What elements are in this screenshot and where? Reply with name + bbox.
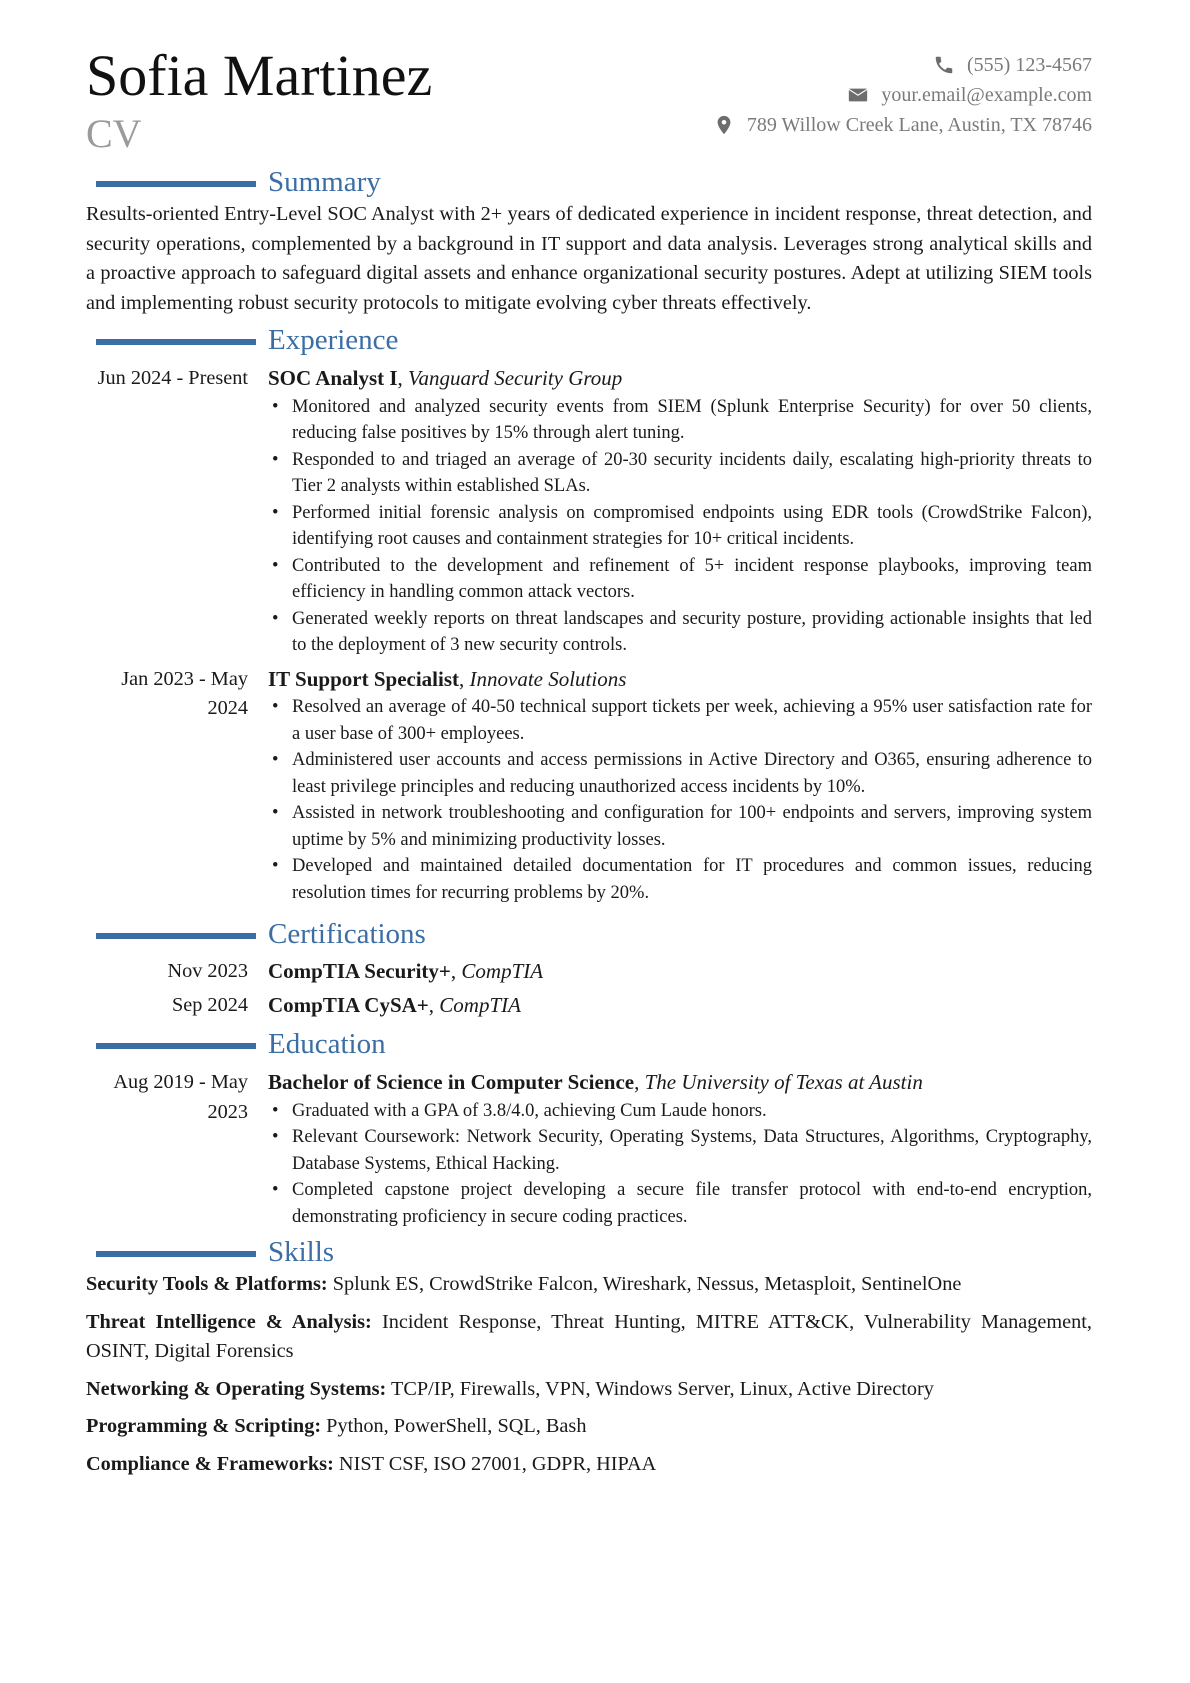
list-item: • Assisted in network troubleshooting and configuration for 100+ endpoints and servers, improving system uptime by 5% and minimizing productivity losses. xyxy=(268,800,1092,853)
section-bar xyxy=(96,933,256,939)
entry-title: SOC Analyst I xyxy=(268,366,398,390)
list-item: • Administered user accounts and access permissions in Active Directory and O365, ensuring adherence to least privilege principles and reducing unauthorized access incidents by 10%. xyxy=(268,747,1092,800)
map-pin-icon xyxy=(713,114,735,136)
entry-date: Jun 2024 - Present xyxy=(97,367,248,389)
skill-line xyxy=(86,1375,1092,1405)
envelope-icon xyxy=(847,84,869,106)
skill-value: TCP/IP, Firewalls, VPN, Windows Server, Linux, Active Directory xyxy=(390,1377,934,1400)
entry-date: Aug 2019 - May 2023 xyxy=(113,1071,248,1123)
skill-label: Compliance & Frameworks: xyxy=(86,1452,334,1475)
section-title: Skills xyxy=(268,1236,335,1268)
entry-role: CompTIA Security+, CompTIA xyxy=(268,959,544,983)
email-link[interactable]: your.email@example.com xyxy=(881,84,1092,106)
entry-date: Sep 2024 xyxy=(171,994,248,1016)
skill-value: Incident Response, Threat Hunting, MITRE ATT&CK, Vulnerability Management, OSINT, Digital Forensics xyxy=(86,1310,1092,1362)
section-certifications-heading xyxy=(86,916,1092,952)
entry-org: Innovate Solutions xyxy=(469,666,627,691)
entry-role: SOC Analyst I, Vanguard Security Group xyxy=(268,366,623,390)
certification-entry xyxy=(86,956,1092,986)
skill-value: Splunk ES, CrowdStrike Falcon, Wireshark, Nessus, Metasploit, SentinelOne xyxy=(332,1273,962,1295)
entry-org: CompTIA xyxy=(461,959,544,983)
list-item: • Developed and maintained detailed documentation for IT procedures and common issues, reducing resolution times for recurring problems by 20%. xyxy=(268,853,1092,906)
section-title: Experience xyxy=(268,324,399,356)
entry-role: CompTIA CySA+, CompTIA xyxy=(268,993,521,1017)
entry-bullets xyxy=(268,1098,1092,1231)
entry-bullets xyxy=(268,694,1092,906)
skill-label: Programming & Scripting: xyxy=(86,1415,322,1437)
entry-org: CompTIA xyxy=(439,993,521,1017)
skill-line xyxy=(86,1450,1092,1480)
section-bar xyxy=(96,181,256,187)
person-name: Sofia Martinez xyxy=(86,43,433,108)
skill-line xyxy=(86,1270,1092,1300)
entry-date: Jan 2023 - May 2024 xyxy=(121,667,248,719)
section-title: Summary xyxy=(268,166,381,198)
contact-block xyxy=(713,50,1092,140)
list-item: • Relevant Coursework: Network Security, Operating Systems, Data Structures, Algorithms, Cryptography, Database Systems, Ethical Hacking. xyxy=(268,1124,1092,1177)
entry-org: Vanguard Security Group xyxy=(408,366,623,390)
phone-text: (555) 123-4567 xyxy=(967,54,1092,76)
list-item: • Contributed to the development and refinement of 5+ incident response playbooks, improving team efficiency in handling common attack vectors. xyxy=(268,553,1092,606)
section-summary-heading xyxy=(86,164,1092,200)
entry-title: IT Support Specialist xyxy=(268,666,459,691)
skill-value: NIST CSF, ISO 27001, GDPR, HIPAA xyxy=(338,1452,657,1475)
section-title: Education xyxy=(268,1028,386,1060)
list-item: • Completed capstone project developing a secure file transfer protocol with end-to-end encryption, demonstrating proficiency in secure coding practices. xyxy=(268,1177,1092,1230)
entry-title: CompTIA CySA+ xyxy=(268,993,429,1017)
entry-role: Bachelor of Science in Computer Science, The University of Texas at Austin xyxy=(268,1070,923,1094)
cv-page xyxy=(86,40,1092,1487)
contact-address xyxy=(713,110,1092,140)
list-item: • Monitored and analyzed security events from SIEM (Splunk Enterprise Security) for over 50 clients, reducing false positives by 15% through alert tuning. xyxy=(268,394,1092,447)
entry-bullets xyxy=(268,394,1092,659)
skill-label: Networking & Operating Systems: xyxy=(86,1377,387,1400)
entry-title: Bachelor of Science in Computer Science xyxy=(268,1070,635,1094)
document-subtitle: CV xyxy=(86,111,142,156)
header xyxy=(86,40,1092,160)
section-title: Certifications xyxy=(268,918,426,950)
skill-value: Python, PowerShell, SQL, Bash xyxy=(326,1415,587,1437)
section-education-heading xyxy=(86,1026,1092,1062)
contact-email xyxy=(713,80,1092,110)
list-item: • Performed initial forensic analysis on compromised endpoints using EDR tools (CrowdStrike Falcon), identifying root causes and containment strategies for 10+ critical incidents. xyxy=(268,500,1092,553)
entry-date: Nov 2023 xyxy=(167,960,248,982)
entry-title: CompTIA Security+ xyxy=(268,959,451,983)
certification-entry xyxy=(86,990,1092,1020)
list-item: • Generated weekly reports on threat landscapes and security posture, providing actionable insights that led to the deployment of 3 new security controls. xyxy=(268,606,1092,659)
education-entry xyxy=(86,1068,1092,1230)
section-bar xyxy=(96,1251,256,1257)
skill-label: Security Tools & Platforms: xyxy=(86,1273,328,1295)
entry-role: IT Support Specialist, Innovate Solutions xyxy=(268,666,627,691)
section-bar xyxy=(96,1043,256,1049)
list-item: • Graduated with a GPA of 3.8/4.0, achieving Cum Laude honors. xyxy=(268,1098,1092,1125)
section-bar xyxy=(96,339,256,345)
contact-phone xyxy=(713,50,1092,80)
experience-entry xyxy=(86,364,1092,659)
address-text: 789 Willow Creek Lane, Austin, TX 78746 xyxy=(746,114,1092,136)
experience-entry xyxy=(86,665,1092,907)
phone-icon xyxy=(933,54,955,76)
summary-text: Results-oriented Entry-Level SOC Analyst with 2+ years of dedicated experience in incident response, threat detection, and security operations, complemented by a background in IT support and data analysis. Leverages strong analytical skills and a proactive approach to safeguard digital assets and enhance organizational security postures. Adept at utilizing SIEM tools and implementing robust security protocols to mitigate evolving cyber threats effectively. xyxy=(86,203,1092,314)
skill-line xyxy=(86,1308,1092,1367)
list-item: • Responded to and triaged an average of 20-30 security incidents daily, escalating high-priority threats to Tier 2 analysts within established SLAs. xyxy=(268,447,1092,500)
entry-org: The University of Texas at Austin xyxy=(644,1070,923,1094)
skill-label: Threat Intelligence & Analysis: xyxy=(86,1310,372,1333)
section-experience-heading xyxy=(86,322,1092,358)
section-skills-heading xyxy=(86,1234,1092,1270)
list-item: • Resolved an average of 40-50 technical support tickets per week, achieving a 95% user satisfaction rate for a user base of 300+ employees. xyxy=(268,694,1092,747)
skill-line xyxy=(86,1412,1092,1442)
